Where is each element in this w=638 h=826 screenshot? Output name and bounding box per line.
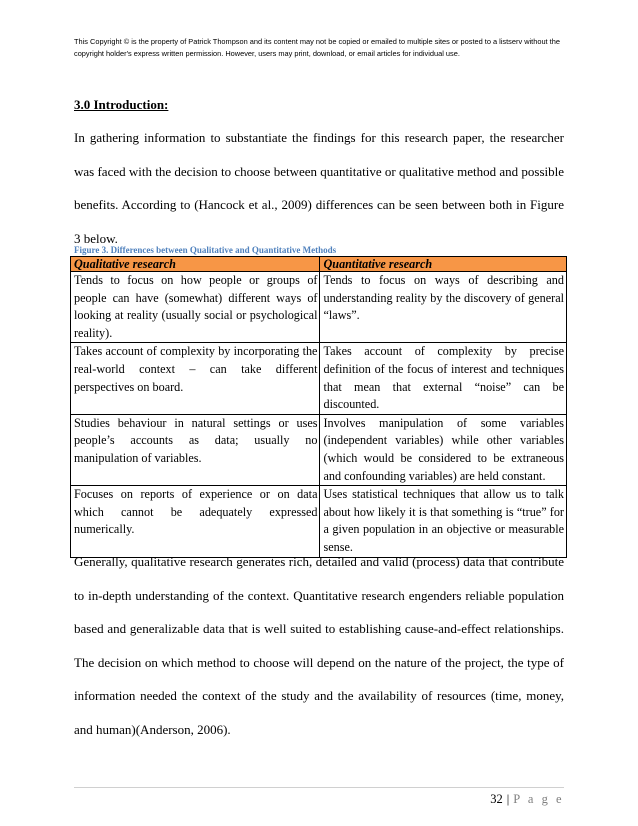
table-cell-quantitative: Uses statistical techniques that allow us to talk about how likely it is that something is “true” for a given population in an objective or measurable sense. bbox=[320, 486, 567, 557]
copyright-line-1: This Copyright © is the property of Patrick Thompson and its content may not be copied or emailed to multiple sites or posted to a listserv without the bbox=[74, 37, 560, 46]
table-row bbox=[71, 414, 567, 485]
table-row bbox=[71, 272, 567, 343]
copyright-notice bbox=[74, 36, 574, 60]
table-cell-qualitative: Focuses on reports of experience or on data which cannot be adequately expressed numerically. bbox=[71, 486, 320, 557]
copyright-line-2: copyright holder's express written permission. However, users may print, download, or email articles for individual use. bbox=[74, 49, 460, 58]
table-header-row bbox=[71, 257, 567, 272]
comparison-table bbox=[70, 256, 567, 558]
intro-paragraph: In gathering information to substantiate the findings for this research paper, the researcher was faced with the decision to choose between quantitative or qualitative method and possible benefits. According to (Hancock et al., 2009) differences can be seen between both in Figure 3 below. bbox=[74, 130, 564, 246]
table-cell-qualitative: Studies behaviour in natural settings or uses people’s accounts as data; usually no manipulation of variables. bbox=[71, 414, 320, 485]
table-cell-quantitative: Tends to focus on ways of describing and understanding reality by the discovery of general “laws”. bbox=[320, 272, 567, 343]
header-quantitative: Quantitative research bbox=[320, 257, 567, 272]
page-number: 32 bbox=[490, 792, 503, 806]
conclusion-paragraph: Generally, qualitative research generates rich, detailed and valid (process) data that contribute to in-depth understanding of the context. Quantitative research engenders reliable population based and generalizable data that is well suited to establishing cause-and-effect relationships. The decision on which method to choose will depend on the nature of the project, the type of information needed the context of the study and the availability of resources (time, money, and human)(Anderson, 2006). bbox=[74, 554, 564, 737]
figure-caption: Figure 3. Differences between Qualitative and Quantitative Methods bbox=[74, 245, 337, 255]
page-word: P a g e bbox=[513, 792, 564, 806]
footer-divider bbox=[74, 787, 564, 788]
section-heading: 3.0 Introduction: bbox=[74, 97, 169, 112]
page-footer bbox=[490, 792, 564, 807]
table-cell-quantitative: Involves manipulation of some variables (independent variables) while other variables (which would be considered to be extraneous and confounding variables) are held constant. bbox=[320, 414, 567, 485]
table-cell-qualitative: Takes account of complexity by incorporating the real-world context – can take different perspectives on board. bbox=[71, 343, 320, 414]
footer-separator: | bbox=[506, 792, 510, 806]
table-cell-quantitative: Takes account of complexity by precise definition of the focus of interest and techniques that mean that external “noise” can be discounted. bbox=[320, 343, 567, 414]
header-qualitative: Qualitative research bbox=[71, 257, 320, 272]
table-row bbox=[71, 343, 567, 414]
table-cell-qualitative: Tends to focus on how people or groups of people can have (somewhat) different ways of looking at reality (usually social or psychological reality). bbox=[71, 272, 320, 343]
